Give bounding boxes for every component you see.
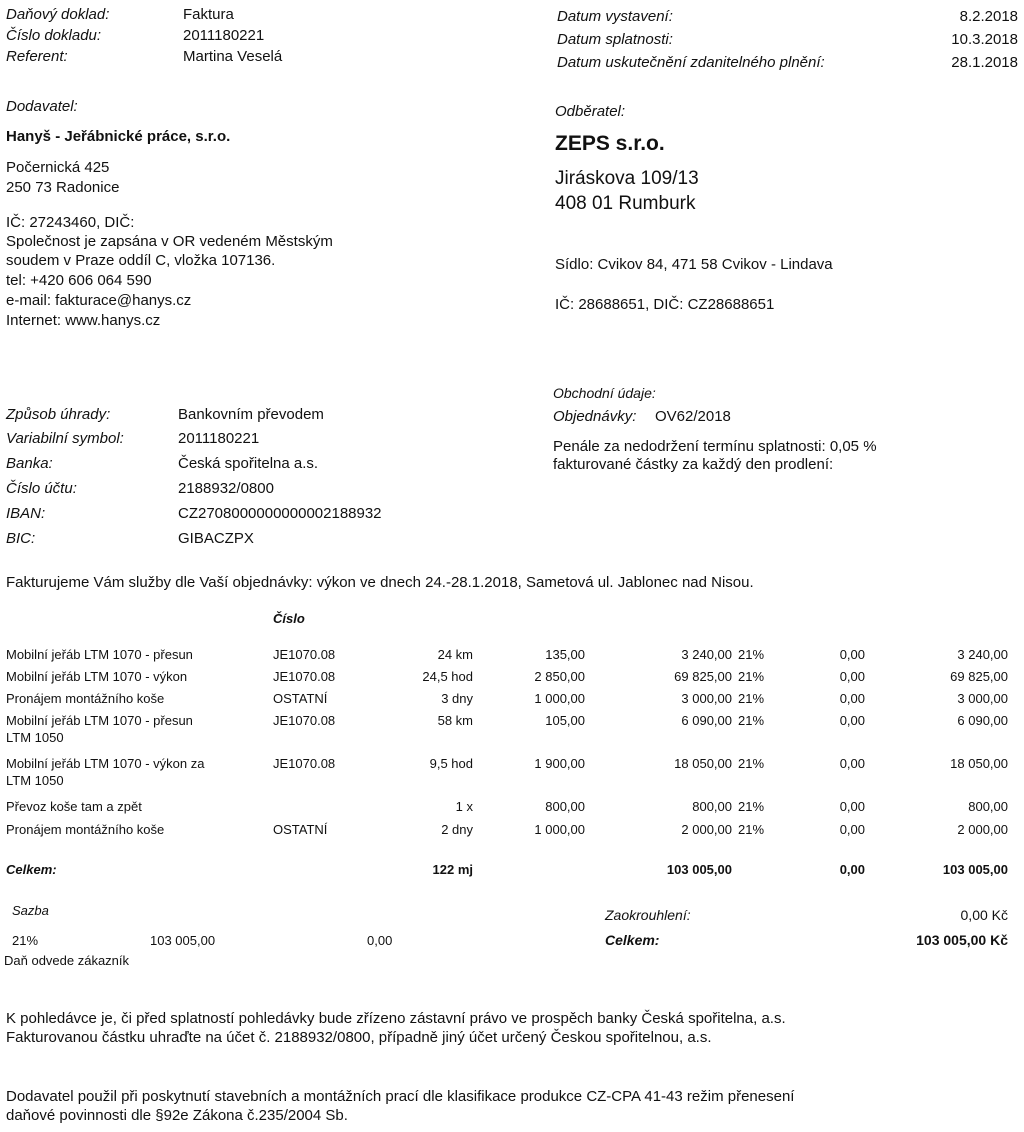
item-vat-amount: 0,00 — [839, 822, 865, 837]
item-base: 6 090,00 — [681, 713, 732, 728]
bic-label: BIC: — [6, 530, 36, 547]
vat-note: Daň odvede zákazník — [4, 953, 130, 968]
item-name-cont: LTM 1050 — [6, 773, 64, 788]
item-vat-amount: 0,00 — [839, 691, 865, 706]
supplier-ids: IČ: 27243460, DIČ: — [6, 214, 135, 231]
supplier-heading: Dodavatel: — [6, 98, 78, 115]
invoice-intro: Fakturujeme Vám služby dle Vaší objednávky: výkon ve dnech 24.-28.1.2018, Sametová ul. Jablonec nad Nisou. — [6, 574, 754, 591]
orders-label: Objednávky: — [553, 408, 637, 425]
doc-number-value: 2011180221 — [183, 27, 265, 44]
item-qty: 24,5 hod — [422, 669, 473, 684]
due-date-label: Datum splatnosti: — [557, 31, 673, 48]
item-unit-price: 105,00 — [545, 713, 585, 728]
supplier-street: Počernická 425 — [6, 159, 110, 176]
item-total: 2 000,00 — [957, 822, 1008, 837]
supplier-registry-2: soudem v Praze oddíl C, vložka 107136. — [6, 252, 276, 269]
variable-symbol-value: 2011180221 — [178, 430, 260, 447]
customer-city: 408 01 Rumburk — [555, 193, 696, 214]
penalty-line-2: fakturované částky za každý den prodlení: — [553, 456, 834, 473]
item-base: 800,00 — [692, 799, 732, 814]
sum-qty: 122 mj — [432, 862, 473, 877]
bank-label: Banka: — [6, 455, 53, 472]
iban-label: IBAN: — [6, 505, 46, 522]
item-code: JE1070.08 — [273, 647, 336, 662]
supplier-email: e-mail: fakturace@hanys.cz — [6, 292, 192, 309]
customer-heading: Odběratel: — [555, 103, 626, 120]
referent-label: Referent: — [6, 48, 68, 65]
sum-vat: 0,00 — [839, 862, 865, 877]
item-name: Pronájem montážního koše — [6, 691, 165, 706]
item-qty: 9,5 hod — [429, 756, 473, 771]
item-name: Převoz koše tam a zpět — [6, 799, 142, 814]
item-name: Pronájem montážního koše — [6, 822, 165, 837]
item-base: 18 050,00 — [674, 756, 732, 771]
item-vat-rate: 21% — [738, 691, 765, 706]
supplier-city: 250 73 Radonice — [6, 179, 120, 196]
account-value: 2188932/0800 — [178, 480, 274, 497]
item-unit-price: 135,00 — [545, 647, 585, 662]
item-unit-price: 800,00 — [545, 799, 585, 814]
iban-value: CZ2708000000000002188932 — [178, 505, 382, 522]
item-qty: 24 km — [437, 647, 473, 662]
customer-seat: Sídlo: Cvikov 84, 471 58 Cvikov - Lindava — [555, 256, 833, 273]
account-label: Číslo účtu: — [6, 480, 77, 497]
supplier-tel: tel: +420 606 064 590 — [6, 272, 152, 289]
reverse-charge-line-1: Dodavatel použil při poskytnutí stavebních a montážních prací dle klasifikace produkce CZ-CPA 41-43 režim přenesení — [6, 1088, 795, 1105]
rounding-label: Zaokrouhlení: — [605, 907, 691, 923]
item-total: 3 000,00 — [957, 691, 1008, 706]
payment-method-label: Způsob úhrady: — [6, 406, 111, 423]
referent-value: Martina Veselá — [183, 48, 283, 65]
payment-method-value: Bankovním převodem — [178, 406, 324, 423]
item-name: Mobilní jeřáb LTM 1070 - přesun — [6, 713, 193, 728]
taxable-date-value: 28.1.2018 — [951, 54, 1018, 71]
item-unit-price: 1 000,00 — [534, 691, 585, 706]
item-vat-rate: 21% — [738, 713, 765, 728]
item-total: 69 825,00 — [950, 669, 1008, 684]
total-value: 103 005,00 Kč — [916, 932, 1008, 948]
sum-total: 103 005,00 — [942, 862, 1008, 877]
item-vat-rate: 21% — [738, 647, 765, 662]
supplier-name: Hanyš - Jeřábnické práce, s.r.o. — [6, 128, 231, 145]
item-name-cont: LTM 1050 — [6, 730, 64, 745]
doc-type-value: Faktura — [183, 6, 234, 23]
taxable-date-label: Datum uskutečnění zdanitelného plnění: — [557, 54, 825, 71]
item-total: 6 090,00 — [957, 713, 1008, 728]
item-code: OSTATNÍ — [273, 691, 328, 706]
item-base: 2 000,00 — [681, 822, 732, 837]
issue-date-value: 8.2.2018 — [959, 8, 1018, 25]
item-qty: 1 x — [455, 799, 473, 814]
item-code: JE1070.08 — [273, 669, 336, 684]
item-vat-rate: 21% — [738, 756, 765, 771]
item-qty: 3 dny — [441, 691, 473, 706]
pledge-line-2: Fakturovanou částku uhraďte na účet č. 2188932/0800, případně jiný účet určený Českou spořitelnou, a.s. — [6, 1029, 712, 1046]
doc-type-label: Daňový doklad: — [6, 6, 110, 23]
issue-date-label: Datum vystavení: — [557, 8, 673, 25]
code-column-header: Číslo — [273, 611, 305, 626]
item-vat-amount: 0,00 — [839, 713, 865, 728]
item-base: 3 240,00 — [681, 647, 732, 662]
penalty-line-1: Penále za nedodržení termínu splatnosti: 0,05 % — [553, 438, 877, 455]
item-unit-price: 1 000,00 — [534, 822, 585, 837]
item-vat-amount: 0,00 — [839, 756, 865, 771]
customer-street: Jiráskova 109/13 — [555, 168, 699, 189]
pledge-line-1: K pohledávce je, či před splatností pohledávky bude zřízeno zástavní právo ve prospěch banky Česká spořitelna, a.s. — [6, 1010, 786, 1027]
bank-value: Česká spořitelna a.s. — [178, 455, 319, 472]
customer-name: ZEPS s.r.o. — [555, 132, 665, 155]
sum-label: Celkem: — [6, 862, 57, 877]
item-base: 69 825,00 — [674, 669, 732, 684]
vat-base: 103 005,00 — [150, 933, 216, 948]
item-code: JE1070.08 — [273, 756, 336, 771]
item-name: Mobilní jeřáb LTM 1070 - výkon — [6, 669, 188, 684]
trade-heading: Obchodní údaje: — [553, 385, 656, 401]
orders-value: OV62/2018 — [655, 408, 731, 425]
item-unit-price: 2 850,00 — [534, 669, 585, 684]
item-vat-amount: 0,00 — [839, 669, 865, 684]
supplier-web: Internet: www.hanys.cz — [6, 312, 161, 329]
vat-rate: 21% — [12, 933, 39, 948]
item-unit-price: 1 900,00 — [534, 756, 585, 771]
item-base: 3 000,00 — [681, 691, 732, 706]
item-code: OSTATNÍ — [273, 822, 328, 837]
sum-base: 103 005,00 — [666, 862, 732, 877]
item-total: 800,00 — [968, 799, 1008, 814]
vat-amount: 0,00 — [367, 933, 393, 948]
doc-number-label: Číslo dokladu: — [6, 27, 102, 44]
item-vat-amount: 0,00 — [839, 647, 865, 662]
supplier-registry-1: Společnost je zapsána v OR vedeném Městským — [6, 233, 333, 250]
item-vat-amount: 0,00 — [839, 799, 865, 814]
item-name: Mobilní jeřáb LTM 1070 - výkon za — [6, 756, 205, 771]
item-vat-rate: 21% — [738, 799, 765, 814]
reverse-charge-line-2: daňové povinnosti dle §92e Zákona č.235/2004 Sb. — [6, 1107, 348, 1124]
variable-symbol-label: Variabilní symbol: — [6, 430, 124, 447]
item-name: Mobilní jeřáb LTM 1070 - přesun — [6, 647, 193, 662]
customer-ids: IČ: 28688651, DIČ: CZ28688651 — [555, 296, 775, 313]
due-date-value: 10.3.2018 — [951, 31, 1018, 48]
item-total: 18 050,00 — [950, 756, 1008, 771]
item-vat-rate: 21% — [738, 822, 765, 837]
item-qty: 2 dny — [441, 822, 473, 837]
total-label: Celkem: — [605, 932, 660, 948]
bic-value: GIBACZPX — [178, 530, 254, 547]
vat-rate-heading: Sazba — [12, 903, 49, 918]
item-code: JE1070.08 — [273, 713, 336, 728]
item-vat-rate: 21% — [738, 669, 765, 684]
rounding-value: 0,00 Kč — [960, 907, 1008, 923]
item-qty: 58 km — [437, 713, 473, 728]
item-total: 3 240,00 — [957, 647, 1008, 662]
